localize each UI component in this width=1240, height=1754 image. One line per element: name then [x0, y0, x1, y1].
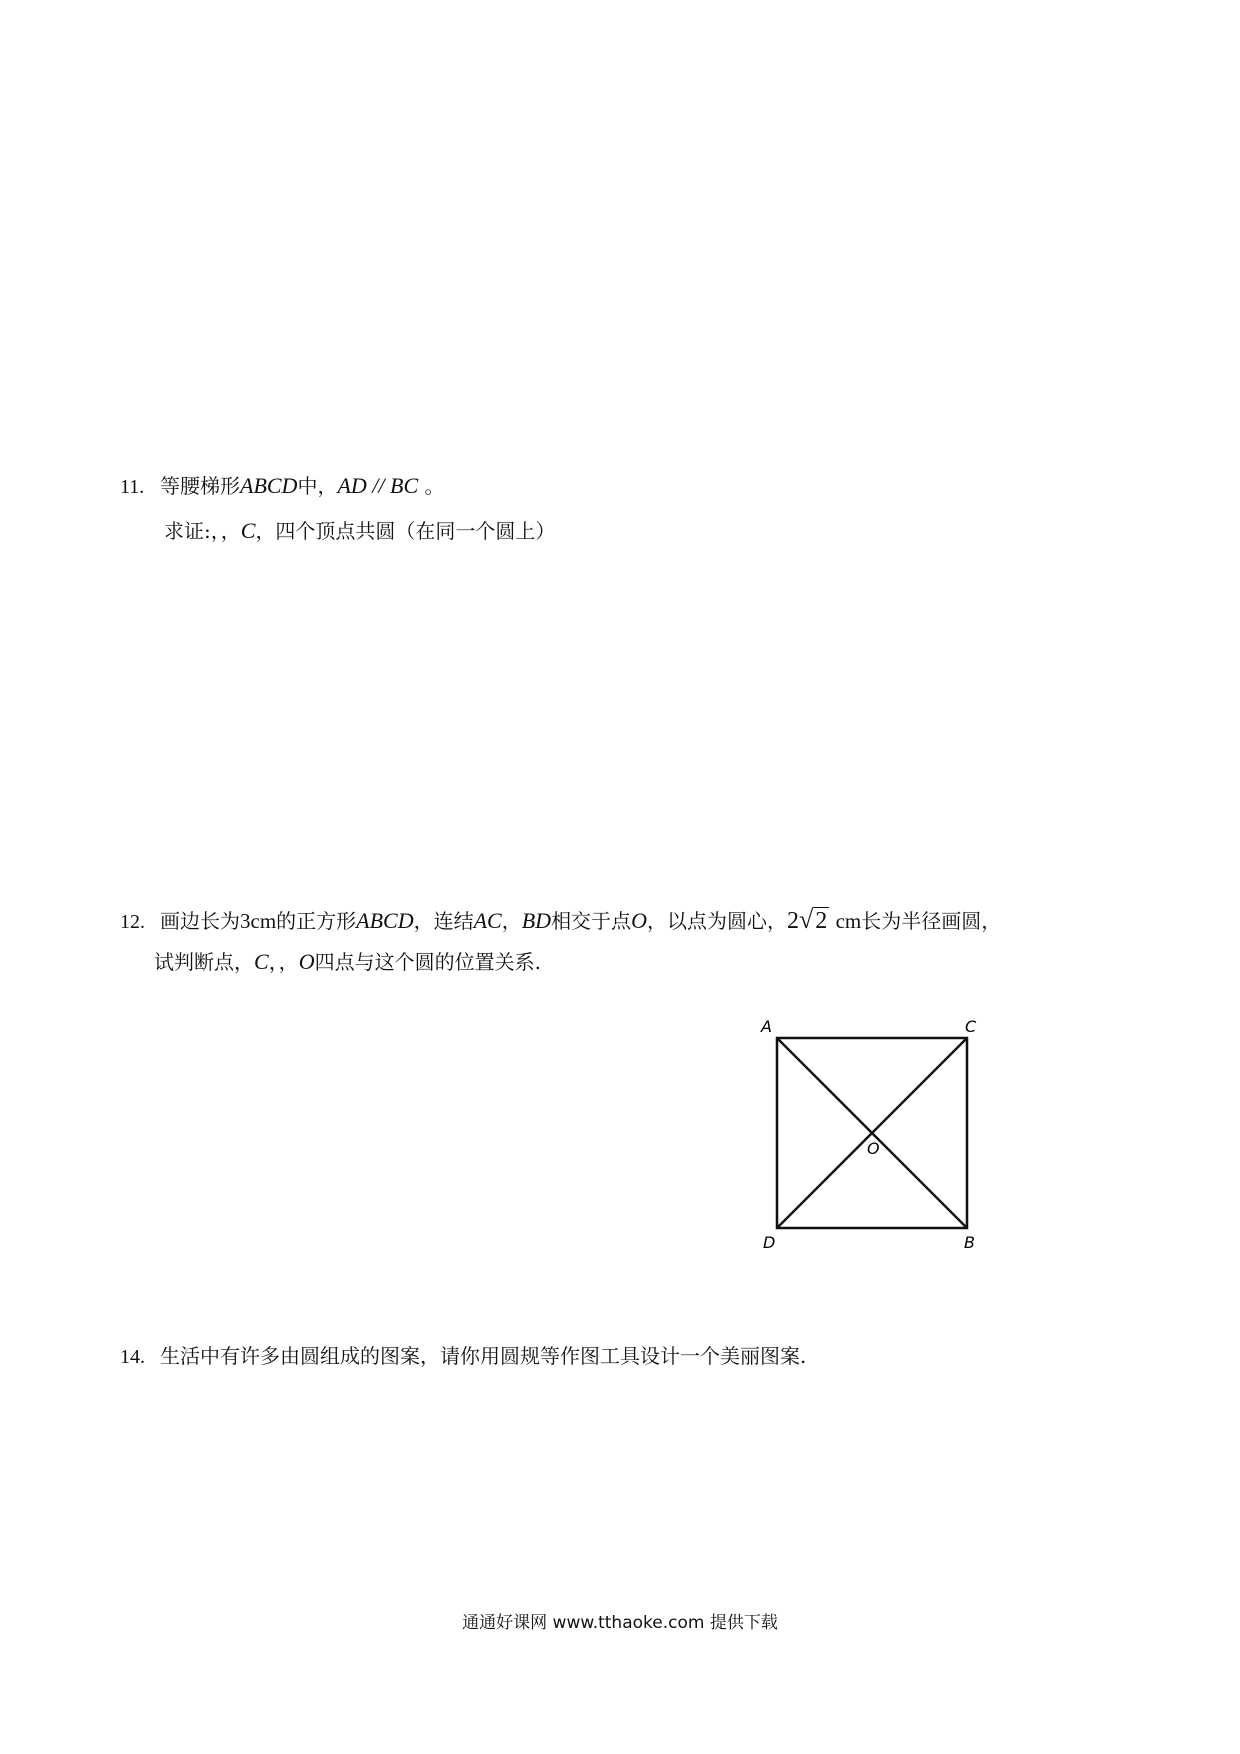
problem-11-line-2	[120, 513, 555, 549]
footer-credit: 通通好课网 www.tthaoke.com 提供下载	[462, 1613, 778, 1633]
problem-number: 12.	[120, 911, 145, 933]
math-term: O	[631, 908, 647, 933]
text-run: 的正方形	[276, 909, 357, 933]
text-run: 求证:，，	[164, 519, 241, 543]
sqrt-coefficient: 2	[786, 908, 799, 934]
problem-12-line-1	[120, 902, 1001, 940]
unit-term: 3cm	[240, 909, 277, 933]
parallel-symbol: //	[366, 473, 391, 498]
center-label-o: O	[867, 1139, 880, 1158]
math-term: ABCD	[240, 473, 298, 498]
vertex-label-a: A	[761, 1017, 772, 1036]
text-run: ，，	[268, 950, 299, 974]
text-run: 生活中有许多由圆组成的图案，请你用圆规等作图工具设计一个美丽图案.	[160, 1344, 807, 1368]
problem-11	[120, 468, 555, 549]
text-run: 试判断点，	[154, 950, 254, 974]
text-run: ，四个顶点共圆（在同一个圆上）	[255, 519, 556, 543]
math-term: ABCD	[356, 908, 414, 933]
vertex-label-d: D	[763, 1233, 776, 1252]
text-run: ，连结	[413, 909, 474, 933]
math-term: AD	[337, 473, 367, 498]
problem-number: 11.	[120, 476, 145, 498]
math-term: C	[240, 518, 256, 543]
text-run: 长为半径画圆，	[861, 909, 1002, 933]
vertex-label-b: B	[964, 1233, 975, 1252]
math-term: O	[298, 949, 315, 974]
text-run: 相交于点	[551, 909, 632, 933]
text-run: ，以点为圆心，	[646, 909, 787, 933]
problem-number: 14.	[120, 1346, 145, 1368]
vertex-label-c: C	[965, 1017, 977, 1036]
square-diagram	[755, 1010, 995, 1260]
math-term: BD	[521, 908, 552, 933]
sqrt-symbol: √	[798, 905, 814, 934]
text-run: 等腰梯形	[160, 474, 240, 498]
problem-12	[120, 902, 1001, 980]
unit-term: cm	[835, 909, 862, 933]
problem-14	[120, 1338, 806, 1375]
math-term: BC	[390, 473, 419, 498]
math-term: AC	[473, 908, 502, 933]
text-run: ，	[501, 909, 522, 933]
text-run: 画边长为	[160, 909, 240, 933]
radius-expression	[787, 902, 829, 939]
text-run: 四点与这个圆的位置关系.	[314, 950, 541, 974]
text-run: 中，	[297, 474, 338, 498]
math-term: C	[254, 949, 269, 974]
problem-11-line-1	[120, 468, 555, 505]
text-run: 。	[418, 474, 445, 498]
sqrt-radicand: 2	[815, 908, 828, 934]
problem-12-line-2	[120, 944, 1001, 980]
